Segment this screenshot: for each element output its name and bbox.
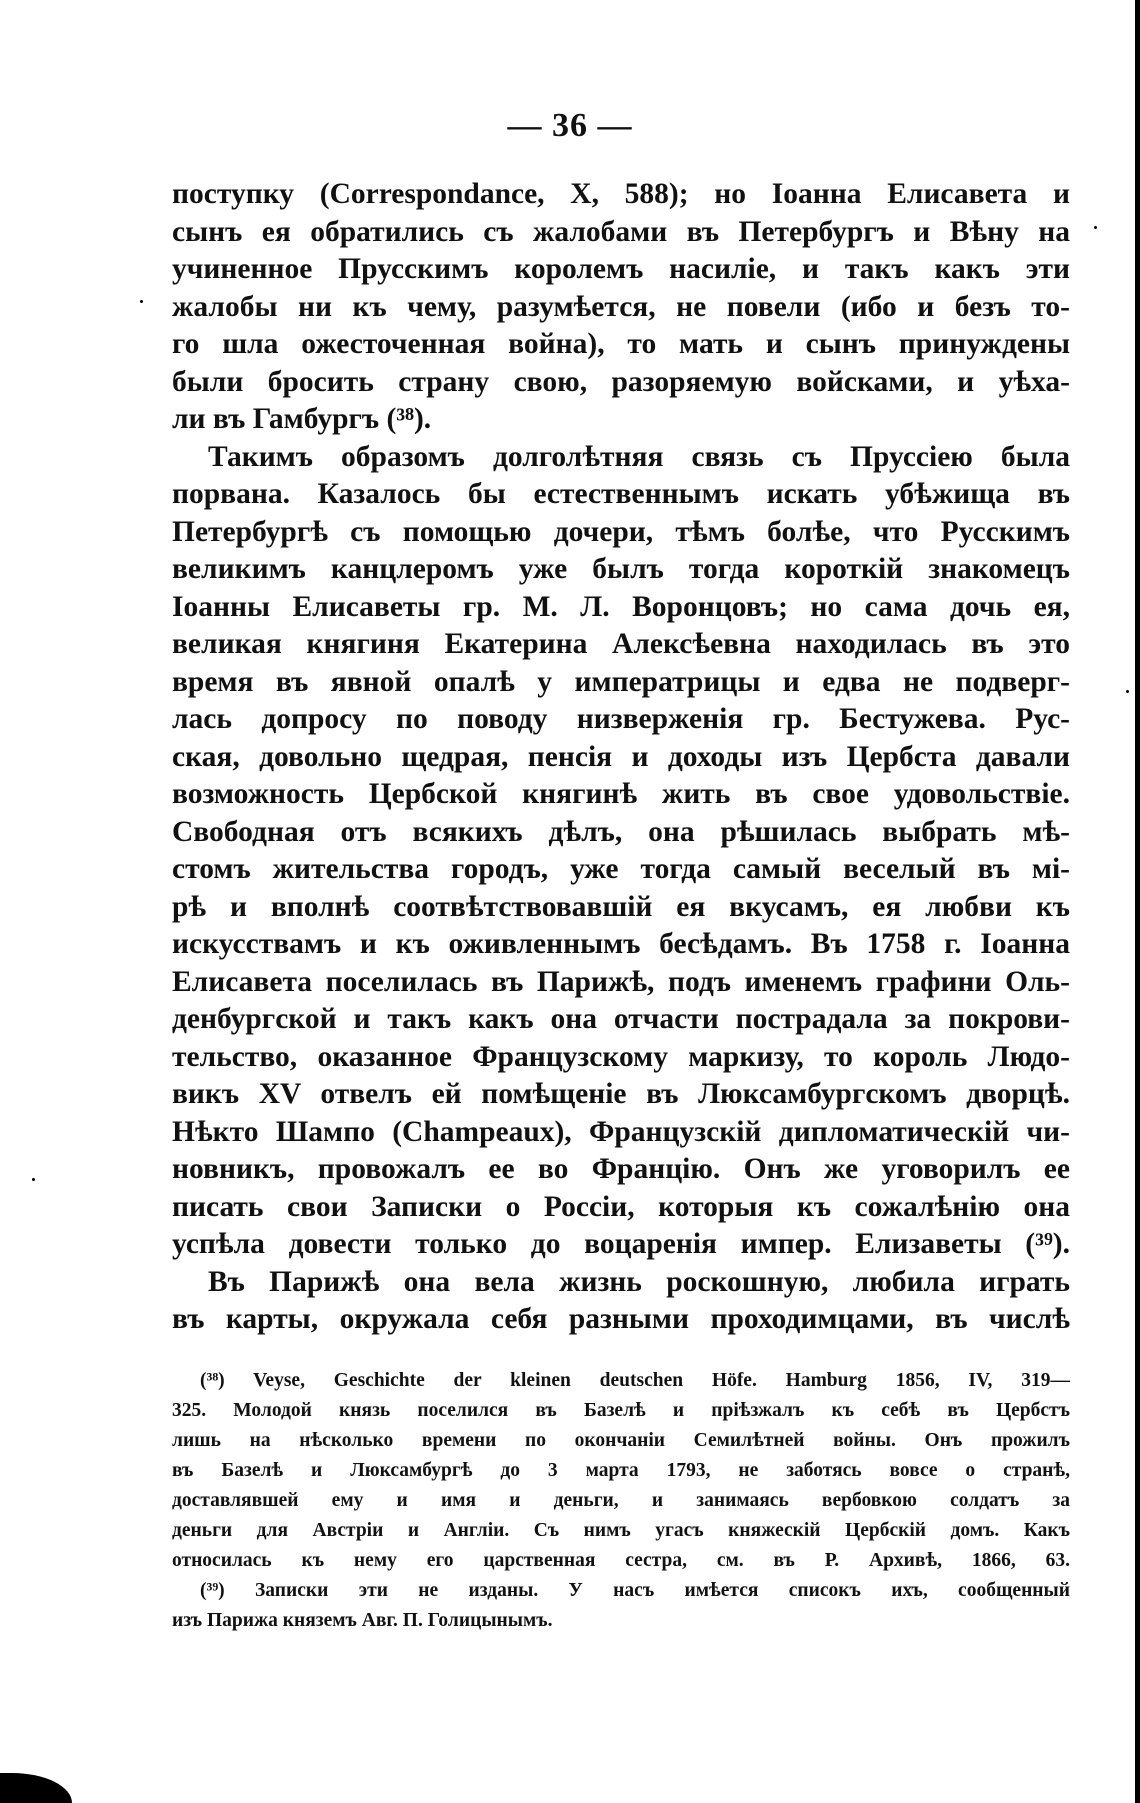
text-line: тельство, оказанное Французскому маркизу, то король Людо- (172, 1040, 1070, 1073)
text-line: Такимъ образомъ долголѣтняя связь съ Пруссіею была (208, 440, 1070, 473)
text-line: поступку (Correspondance, X, 588); но Іоанна Елисавета и (172, 178, 1070, 210)
footnote-line: (³⁹) Записки эти не изданы. У насъ имѣется списокъ ихъ, сообщенный (200, 1580, 1070, 1601)
footnote-line: доставлявшей ему и имя и деньги, и занимаясь вербовкою солдатъ за (172, 1490, 1070, 1511)
scan-speck (32, 1178, 35, 1181)
scan-corner-smudge (0, 1773, 72, 1803)
text-line: время въ явной опалѣ у императрицы и едва не подверг- (172, 665, 1070, 698)
text-line: денбургской и такъ какъ она отчасти пострадала за покрови- (172, 1003, 1070, 1035)
text-line: искусствамъ и къ оживленнымъ бесѣдамъ. Въ 1758 г. Іоанна (172, 928, 1070, 960)
text-line: ли въ Гамбургъ (³⁸). (172, 403, 432, 435)
footnote-line: деньги для Австріи и Англіи. Съ нимъ угасъ княжескій Цербскій домъ. Какъ (172, 1520, 1070, 1541)
text-line: учиненное Прусскимъ королемъ насиліе, и такъ какъ эти (172, 253, 1070, 285)
text-line: го шла ожесточенная война), то мать и сынъ принуждены (172, 328, 1070, 360)
main-text (172, 176, 1070, 1339)
text-line: возможность Цербской княгинѣ жить въ свое удовольствіе. (172, 778, 1070, 810)
text-line: ская, довольно щедрая, пенсія и доходы изъ Цербста давали (172, 740, 1070, 773)
text-line: порвана. Казалось бы естественнымъ искать убѣжища въ (172, 478, 1070, 510)
footnote-line: (³⁸) Veyse, Geschichte der kleinen deutschen Höfe. Hamburg 1856, IV, 319— (200, 1370, 1070, 1391)
footnotes (172, 1366, 1070, 1636)
scan-speck (140, 300, 143, 303)
footnote-line: въ Базелѣ и Люксамбургѣ до 3 марта 1793, не заботясь вовсе о странѣ, (172, 1460, 1070, 1481)
text-line: успѣла довести только до воцаренія импер. Елизаветы (³⁹). (172, 1228, 1070, 1260)
text-line: Свободная отъ всякихъ дѣлъ, она рѣшилась выбрать мѣ- (172, 815, 1070, 848)
text-line: викъ XV отвелъ ей помѣщеніе въ Люксамбургскомъ дворцѣ. (172, 1078, 1070, 1110)
text-line: новникъ, провожалъ ее во Францію. Онъ же уговорилъ ее (172, 1153, 1070, 1185)
text-line: лась допросу по поводу низверженія гр. Бестужева. Рус- (172, 703, 1070, 735)
text-line: были бросить страну свою, разоряемую войсками, и уѣха- (172, 365, 1070, 398)
text-line: въ карты, окружала себя разными проходимцами, въ числѣ (172, 1303, 1070, 1335)
footnote-line: лишь на нѣсколько времени по окончаніи Семилѣтней войны. Онъ прожилъ (172, 1430, 1070, 1451)
text-line: Нѣкто Шампо (Champeaux), Французскій дипломатическій чи- (172, 1115, 1070, 1148)
text-line: великая княгиня Екатерина Алексѣевна находилась въ это (172, 628, 1070, 660)
text-line: Іоанны Елисаветы гр. М. Л. Воронцовъ; но сама дочь ея, (172, 590, 1070, 623)
scan-edge-border (1135, 0, 1140, 1803)
page-number: — 36 — (507, 107, 633, 144)
footnote-line: изъ Парижа княземъ Авг. П. Голицынымъ. (172, 1610, 553, 1631)
text-line: Въ Парижѣ она вела жизнь роскошную, любила играть (208, 1265, 1070, 1298)
text-line: Елисавета поселилась въ Парижѣ, подъ именемъ графини Оль- (172, 965, 1070, 998)
text-line: Петербургѣ съ помощью дочери, тѣмъ болѣе, что Русскимъ (172, 515, 1070, 548)
footnote-line: 325. Молодой князь поселился въ Базелѣ и пріѣзжалъ къ себѣ въ Цербстъ (172, 1400, 1070, 1421)
text-line: рѣ и вполнѣ соотвѣтствовавшій ея вкусамъ, ея любви къ (172, 890, 1070, 923)
text-line: великимъ канцлеромъ уже былъ тогда короткій знакомецъ (172, 553, 1070, 585)
scan-speck (1094, 226, 1097, 229)
text-line: писать свои Записки о Россіи, которыя къ сожалѣнію она (172, 1190, 1070, 1223)
text-line: жалобы ни къ чему, разумѣется, не повели (ибо и безъ то- (172, 290, 1070, 323)
text-line: стомъ жительства городъ, уже тогда самый веселый въ мі- (172, 853, 1070, 885)
text-line: сынъ ея обратились съ жалобами въ Петербургъ и Вѣну на (172, 215, 1070, 248)
scan-speck (1126, 690, 1129, 693)
footnote-line: относилась къ нему его царственная сестра, см. въ Р. Архивѣ, 1866, 63. (172, 1550, 1070, 1571)
